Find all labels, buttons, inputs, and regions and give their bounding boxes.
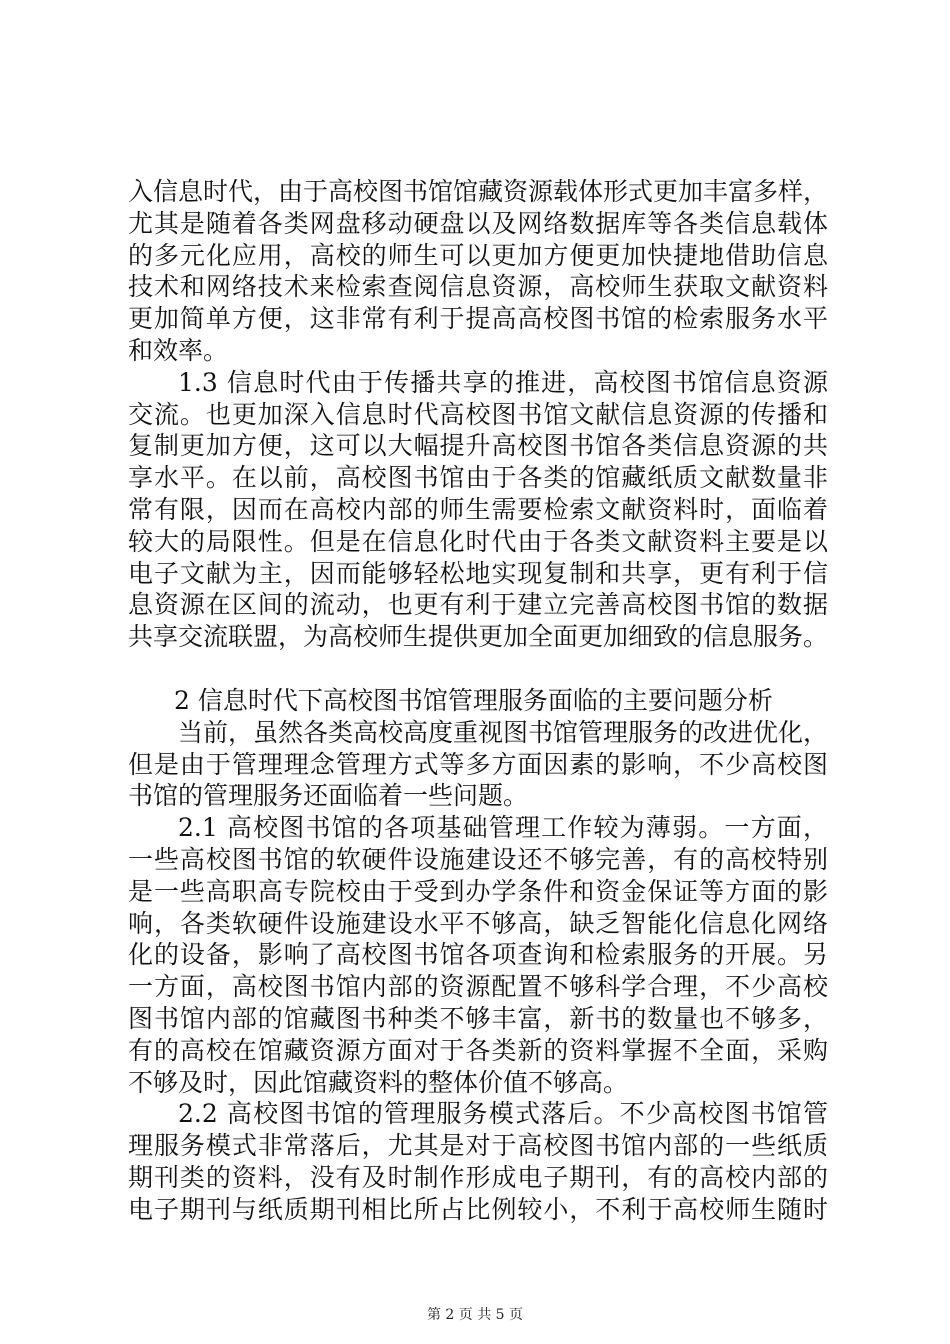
text-line: 书馆的管理服务还面临着一些问题。 xyxy=(128,781,529,811)
section-heading: 2 信息时代下高校图书馆管理服务面临的主要问题分析 xyxy=(174,685,773,715)
text-line: 共享交流联盟，为高校师生提供更加全面更加细致的信息服务。 xyxy=(128,622,829,652)
text-line: 不够及时，因此馆藏资料的整体价值不够高。 xyxy=(128,1067,629,1097)
text-line: 理服务模式非常落后，尤其是对于高校图书馆内部的一些纸质 xyxy=(128,1131,828,1161)
text-line: 的多元化应用，高校的师生可以更加方便更加快捷地借助信息 xyxy=(128,240,828,270)
text-line: 和效率。 xyxy=(128,335,229,365)
text-line: 2.2 高校图书馆的管理服务模式落后。不少高校图书馆管 xyxy=(178,1099,828,1129)
text-line: 较大的局限性。但是在信息化时代由于各类文献资料主要是以 xyxy=(128,526,828,556)
text-line: 更加简单方便，这非常有利于提高高校图书馆的检索服务水平 xyxy=(128,304,828,334)
text-line: 技术和网络技术来检索查阅信息资源，高校师生获取文献资料 xyxy=(128,272,828,302)
text-line: 响，各类软硬件设施建设水平不够高，缺乏智能化信息化网络 xyxy=(128,908,828,938)
text-line: 交流。也更加深入信息时代高校图书馆文献信息资源的传播和 xyxy=(128,399,828,429)
text-line: 常有限，因而在高校内部的师生需要检索文献资料时，面临着 xyxy=(128,494,828,524)
paragraph-gap xyxy=(128,653,828,685)
text-line: 入信息时代，由于高校图书馆馆藏资源载体形式更加丰富多样， xyxy=(128,177,829,206)
text-line: 尤其是随着各类网盘移动硬盘以及网络数据库等各类信息载体 xyxy=(128,208,828,238)
text-line: 电子文献为主，因而能够轻松地实现复制和共享，更有利于信 xyxy=(128,558,828,588)
text-line: 图书馆内部的馆藏图书种类不够丰富，新书的数量也不够多， xyxy=(128,1003,828,1033)
text-line: 但是由于管理理念管理方式等多方面因素的影响，不少高校图 xyxy=(128,749,828,779)
text-line: 一些高校图书馆的软硬件设施建设还不够完善，有的高校特别 xyxy=(128,844,828,874)
text-line: 化的设备，影响了高校图书馆各项查询和检索服务的开展。另 xyxy=(128,940,828,970)
text-line: 当前，虽然各类高校高度重视图书馆管理服务的改进优化， xyxy=(178,717,829,747)
text-line: 电子期刊与纸质期刊相比所占比例较小，不利于高校师生随时 xyxy=(128,1194,828,1224)
text-line: 享水平。在以前，高校图书馆由于各类的馆藏纸质文献数量非 xyxy=(128,463,828,493)
body-text xyxy=(128,176,828,1226)
page-footer: 第 2 页 共 5 页 xyxy=(426,1307,524,1323)
text-line: 1.3 信息时代由于传播共享的推进，高校图书馆信息资源 xyxy=(178,367,828,397)
text-line: 一方面，高校图书馆内部的资源配置不够科学合理，不少高校 xyxy=(128,972,828,1002)
text-line: 有的高校在馆藏资源方面对于各类新的资料掌握不全面，采购 xyxy=(128,1035,828,1065)
text-line: 复制更加方便，这可以大幅提升高校图书馆各类信息资源的共 xyxy=(128,431,828,461)
text-line: 2.1 高校图书馆的各项基础管理工作较为薄弱。一方面， xyxy=(178,813,828,843)
text-line: 期刊类的资料，没有及时制作形成电子期刊，有的高校内部的 xyxy=(128,1162,828,1192)
text-line: 是一些高职高专院校由于受到办学条件和资金保证等方面的影 xyxy=(128,876,828,906)
text-line: 息资源在区间的流动，也更有利于建立完善高校图书馆的数据 xyxy=(128,590,828,620)
